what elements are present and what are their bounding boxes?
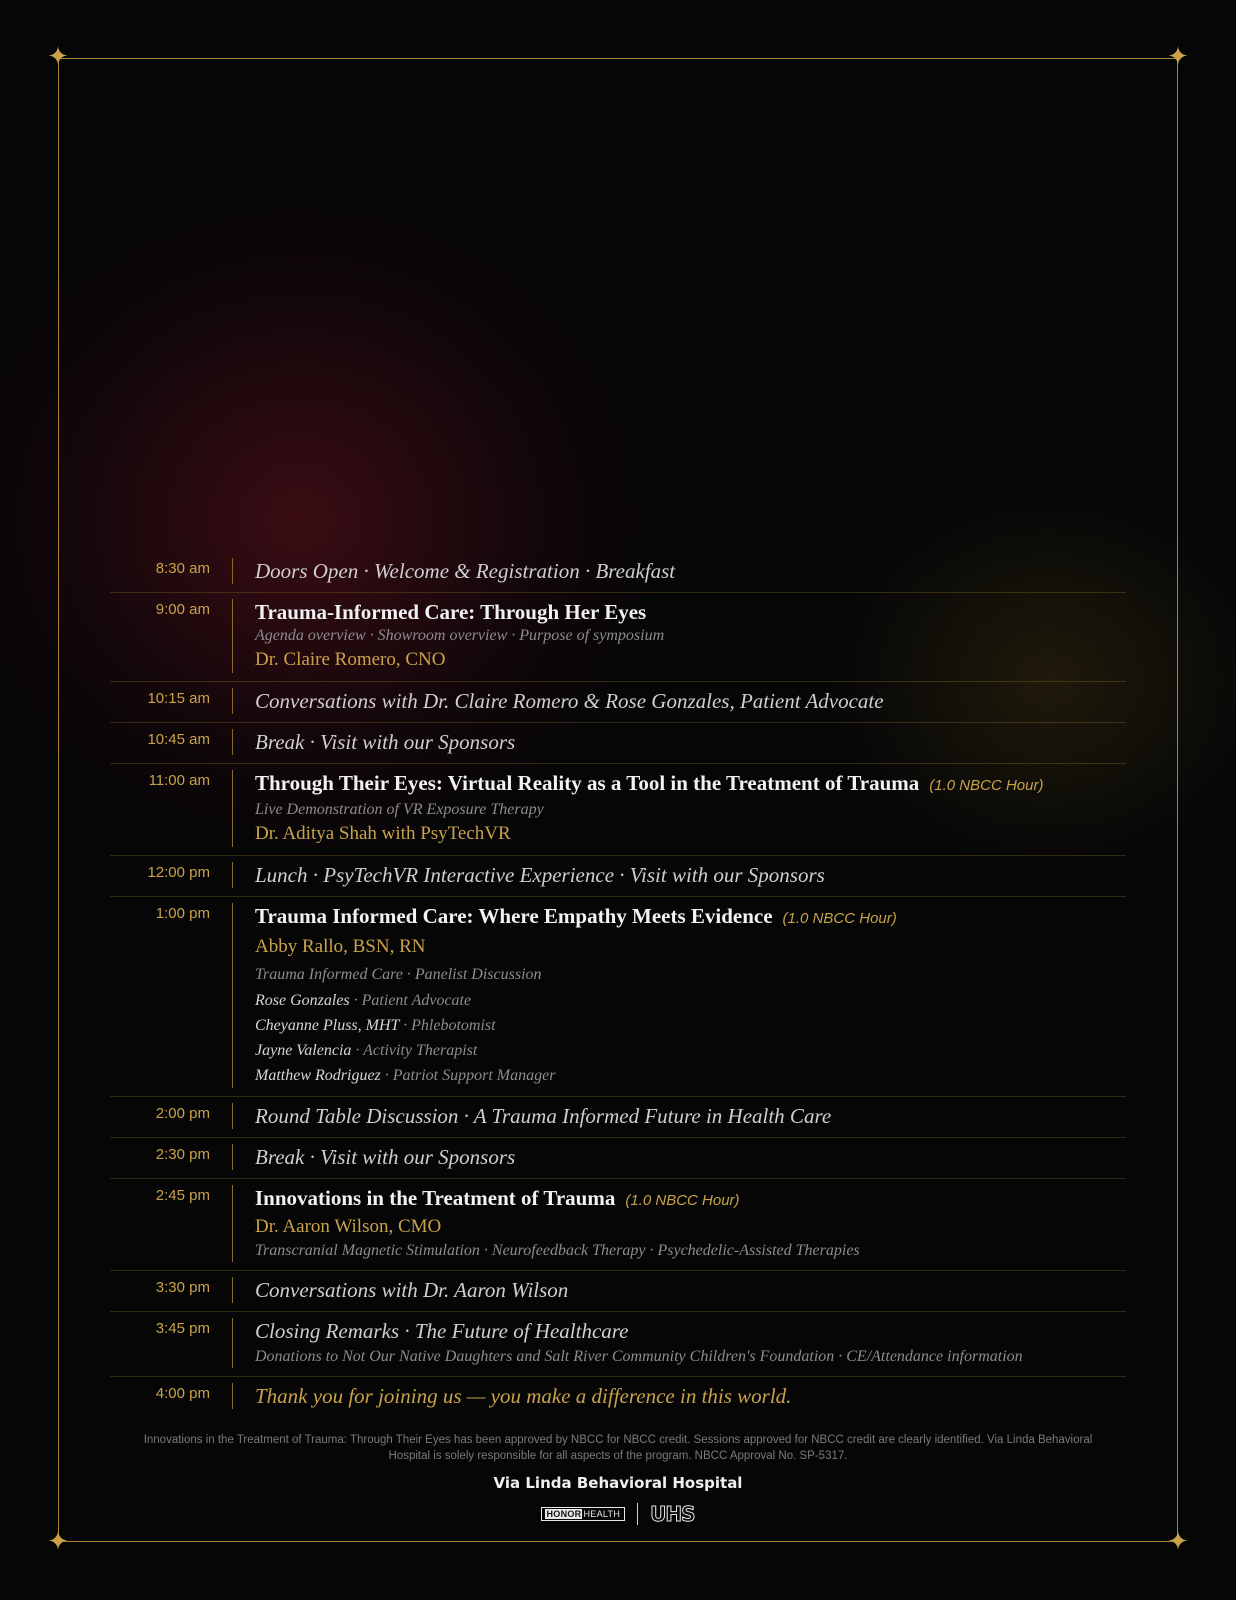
agenda-time: 10:45 am [147,731,210,748]
agenda-row [110,1312,1126,1377]
hospital-name: Via Linda Behavioral Hospital [493,1474,743,1492]
session-title: Through Their Eyes: Virtual Reality as a Tool in the Treatment of Trauma [255,771,920,795]
agenda-time: 2:45 pm [155,1187,210,1204]
agenda-time: 1:00 pm [155,905,210,922]
session-text: Break · Visit with our Sponsors [255,730,516,754]
nbcc-disclaimer: Innovations in the Treatment of Trauma: Through Their Eyes has been approved by NBCC for NBCC credit. Sessions approved for NBCC credit are clearly identified. Via Linda Behavioral Hospital is solely responsible for all aspects of the program. NBCC Approval No. SP-5317. [143,1434,1093,1462]
agenda-row [110,1271,1126,1312]
honorhealth-logo: HONOR HEALTH [541,1507,625,1521]
agenda-row [110,856,1126,897]
session-title: Trauma-Informed Care: Through Her Eyes [255,600,647,624]
agenda-row [110,1377,1126,1417]
session-text: Lunch · PsyTechVR Interactive Experience · Visit with our Sponsors [255,863,825,887]
agenda-row [110,764,1126,856]
session-title: Innovations in the Treatment of Trauma [255,1186,616,1210]
session-subtitle: Transcranial Magnetic Stimulation · Neurofeedback Therapy · Psychedelic-Assisted Therapies [255,1242,860,1259]
agenda-row [110,723,1126,764]
session-text: Doors Open · Welcome & Registration · Breakfast [255,559,676,583]
panelist-name: Matthew Rodriguez [255,1067,381,1084]
session-text: Conversations with Dr. Aaron Wilson [255,1278,569,1302]
corner-star-icon: ✦ [1167,42,1189,72]
agenda-time: 9:00 am [155,601,210,618]
session-text: Conversations with Dr. Claire Romero & Rose Gonzales, Patient Advocate [255,689,884,713]
panelist [255,1013,703,1038]
agenda-time: 8:30 am [155,560,210,577]
session-title: Trauma Informed Care: Where Empathy Meets Evidence [255,904,773,928]
session-title-line [255,770,1126,799]
session-subtitle: Trauma Informed Care · Panelist Discussion [255,966,542,983]
logo-divider [637,1503,638,1525]
agenda-row [110,1097,1126,1138]
session-speaker: Abby Rallo, BSN, RN [255,936,426,957]
session-speaker: Dr. Aditya Shah with PsyTechVR [255,823,511,844]
session-title-line [255,903,1126,932]
panelist [255,1038,703,1063]
session-subtitle: Live Demonstration of VR Exposure Therapy [255,801,544,818]
session-subtitle: Donations to Not Our Native Daughters and Salt River Community Children's Foundation · CE/Attendance information [255,1348,1023,1365]
corner-star-icon: ✦ [1167,1527,1189,1557]
agenda-row [110,552,1126,593]
agenda-time: 3:30 pm [155,1279,210,1296]
session-title-line [255,1185,1126,1214]
uhs-logo: UHS [650,1502,695,1526]
agenda-row [110,897,1126,1097]
nbcc-credit-badge: (1.0 NBCC Hour) [625,1192,740,1209]
agenda-row [110,593,1126,682]
panelist [255,1063,703,1088]
session-speaker: Dr. Claire Romero, CNO [255,649,446,670]
sponsor-logos [0,1502,1236,1526]
session-speaker: Dr. Aaron Wilson, CMO [255,1216,442,1237]
agenda-row [110,682,1126,723]
nbcc-credit-badge: (1.0 NBCC Hour) [929,777,1044,794]
corner-star-icon: ✦ [47,42,69,72]
agenda-row [110,1179,1126,1271]
panelist-list [255,988,1126,1088]
session-text: Round Table Discussion · A Trauma Informed Future in Health Care [255,1104,832,1128]
agenda-time: 2:30 pm [155,1146,210,1163]
panelist-name: Jayne Valencia [255,1042,352,1059]
session-text: Break · Visit with our Sponsors [255,1145,516,1169]
panelist-role: · Activity Therapist [351,1042,478,1059]
panelist-role: · Patriot Support Manager [380,1067,556,1084]
agenda-row [110,1138,1126,1179]
thank-you-message: Thank you for joining us — you make a difference in this world. [255,1384,792,1408]
corner-star-icon: ✦ [47,1527,69,1557]
panelist [255,988,703,1013]
agenda-time: 3:45 pm [155,1320,210,1337]
agenda-time: 4:00 pm [155,1385,210,1402]
session-subtitle: Agenda overview · Showroom overview · Purpose of symposium [255,627,665,644]
agenda-time: 11:00 am [148,772,210,789]
panelist-role: · Phlebotomist [399,1017,496,1034]
panelist-name: Cheyanne Pluss, MHT [255,1017,400,1034]
nbcc-credit-badge: (1.0 NBCC Hour) [782,910,897,927]
agenda-list [110,552,1126,1417]
session-text: Closing Remarks · The Future of Healthcare [255,1319,629,1343]
panelist-role: · Patient Advocate [349,992,472,1009]
panelist-name: Rose Gonzales [255,992,350,1009]
agenda-time: 2:00 pm [155,1105,210,1122]
agenda-time: 12:00 pm [147,864,210,881]
agenda-time: 10:15 am [147,690,210,707]
